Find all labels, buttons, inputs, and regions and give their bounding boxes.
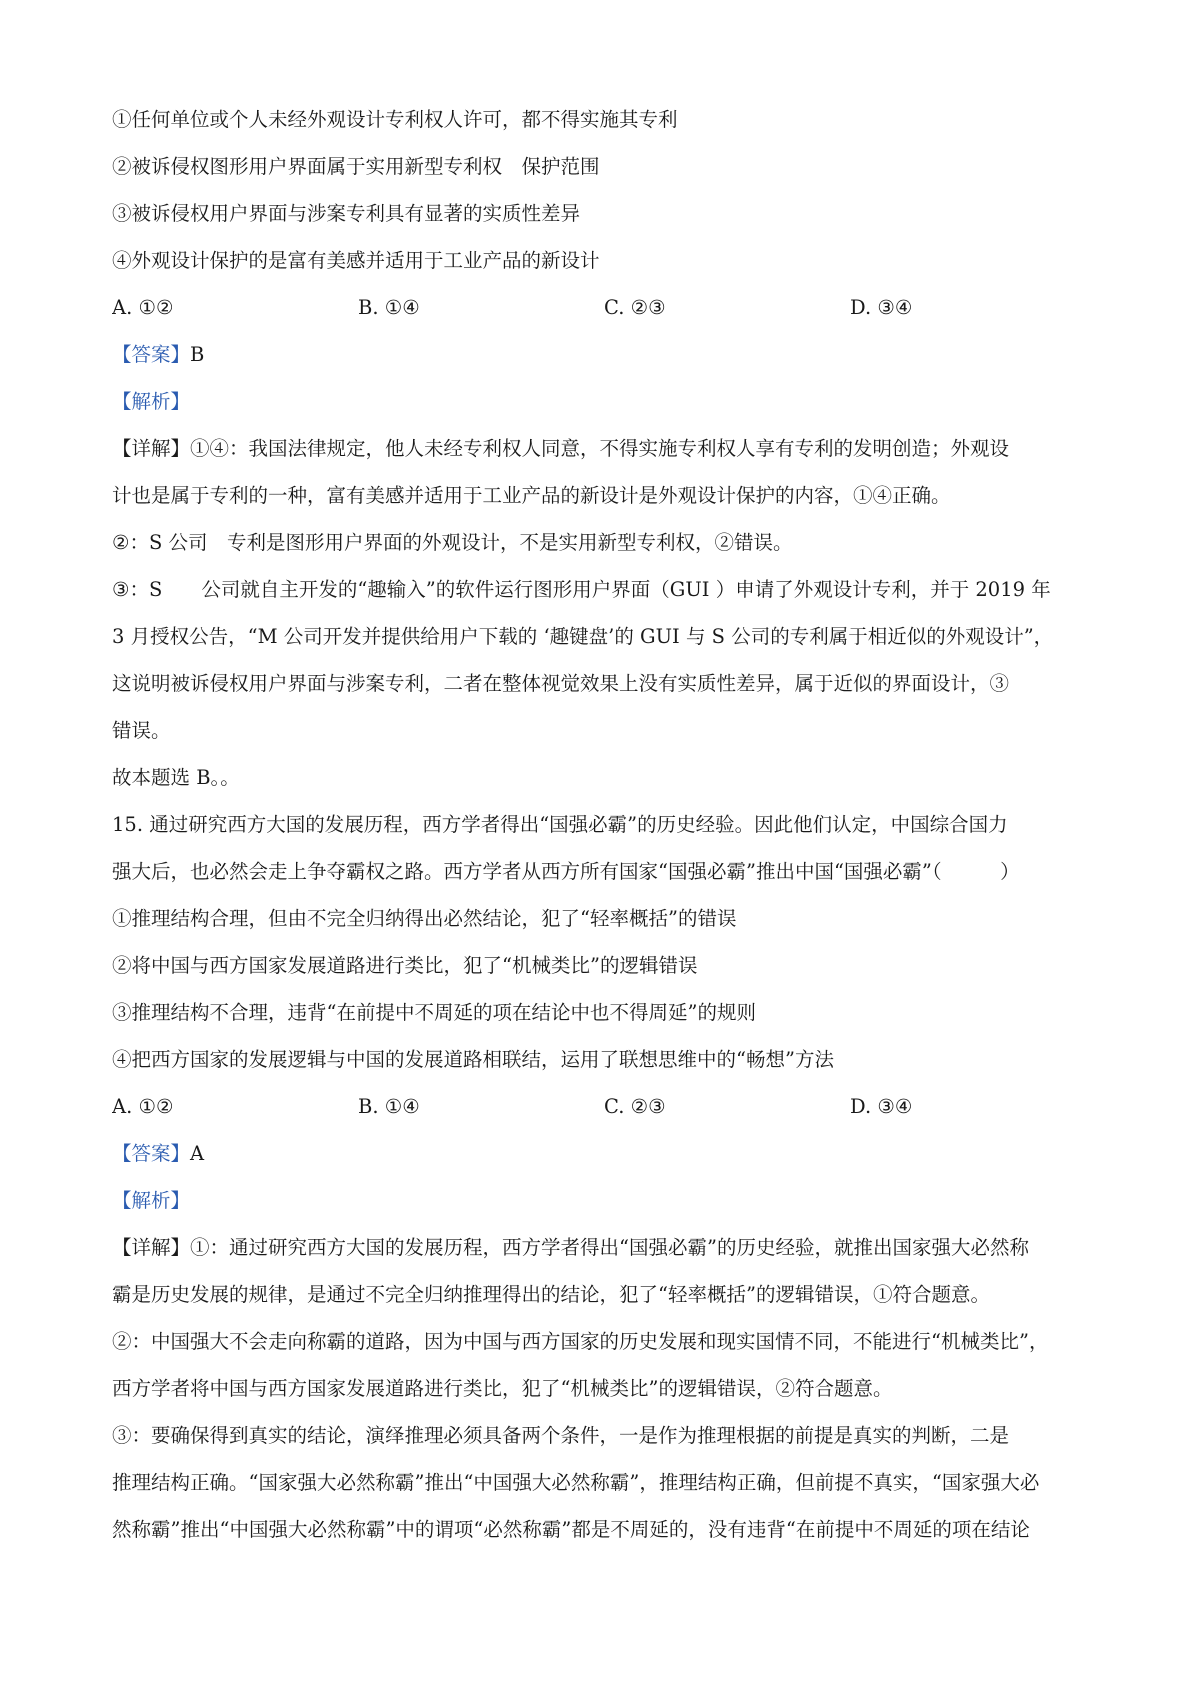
q15-detail-line-2: 霸是历史发展的规律，是通过不完全归纳推理得出的结论，犯了“轻率概括”的逻辑错误，①符合题意。 xyxy=(112,1283,990,1306)
q14-detail xyxy=(112,425,1100,801)
q14-detail-line-7: 错误。 xyxy=(112,719,171,742)
q15-detail-line-3: ②：中国强大不会走向称霸的道路，因为中国与西方国家的历史发展和现实国情不同，不能进行“机械类比”， xyxy=(112,1330,1049,1353)
q15-option-b: B. ①④ xyxy=(358,1095,420,1118)
q14-detail-tag: 【详解】 xyxy=(112,437,191,460)
q14-option-d: D. ③④ xyxy=(850,296,913,319)
q15-detail-line-7: 然称霸”推出“中国强大必然称霸”中的谓项“必然称霸”都是不周延的，没有违背“在前提中不周延的项在结论 xyxy=(112,1518,1030,1541)
q14-detail-line-4: ③：S 公司就自主开发的“趣输入”的软件运行图形用户界面（GUI ）申请了外观设计专利，并于 2019 年 xyxy=(112,578,1051,601)
q15-detail-text-1: ①：通过研究西方大国的发展历程，西方学者得出“国强必霸”的历史经验，就推出国家强大必然称 xyxy=(190,1236,1029,1259)
q14-answer-value: B xyxy=(190,343,205,366)
q15-analysis xyxy=(112,1177,1100,1224)
q14-option-b: B. ①④ xyxy=(358,296,420,319)
q15-answer xyxy=(112,1130,1100,1177)
q14-analysis-tag: 【解析】 xyxy=(112,390,191,413)
q14-statements xyxy=(112,96,1100,284)
q14-analysis xyxy=(112,378,1100,425)
q14-statement-1: ①任何单位或个人未经外观设计专利权人许可，都不得实施其专利 xyxy=(112,108,678,131)
q15-statement-2: ②将中国与西方国家发展道路进行类比，犯了“机械类比”的逻辑错误 xyxy=(112,954,698,977)
q14-detail-line-3: ②：S 公司 专利是图形用户界面的外观设计，不是实用新型专利权，②错误。 xyxy=(112,531,793,554)
q15-option-c: C. ②③ xyxy=(604,1095,666,1118)
q15-detail-line-4: 西方学者将中国与西方国家发展道路进行类比，犯了“机械类比”的逻辑错误，②符合题意。 xyxy=(112,1377,893,1400)
document-content xyxy=(112,96,1100,1553)
q15-stem-line-1: 15. 通过研究西方大国的发展历程，西方学者得出“国强必霸”的历史经验。因此他们认定，中国综合国力 xyxy=(112,813,1008,836)
q15-detail-line-5: ③：要确保得到真实的结论，演绎推理必须具备两个条件，一是作为推理根据的前提是真实的判断，二是 xyxy=(112,1424,1010,1447)
q14-statement-4: ④外观设计保护的是富有美感并适用于工业产品的新设计 xyxy=(112,249,600,272)
q15-answer-value: A xyxy=(190,1142,205,1165)
q14-detail-line-5: 3 月授权公告，“M 公司开发并提供给用户下载的 ‘趣键盘’的 GUI 与 S 公司的专利属于相近似的外观设计”， xyxy=(112,625,1054,648)
q14-detail-line-2: 计也是属于专利的一种，富有美感并适用于工业产品的新设计是外观设计保护的内容，①④正确。 xyxy=(112,484,951,507)
q14-answer xyxy=(112,331,1100,378)
q15-options xyxy=(112,1083,1100,1130)
q15-statement-4: ④把西方国家的发展逻辑与中国的发展道路相联结，运用了联想思维中的“畅想”方法 xyxy=(112,1048,834,1071)
q14-detail-line-6: 这说明被诉侵权用户界面与涉案专利，二者在整体视觉效果上没有实质性差异，属于近似的界面设计，③ xyxy=(112,672,1010,695)
q14-statement-2: ②被诉侵权图形用户界面属于实用新型专利权 保护范围 xyxy=(112,155,600,178)
q15-analysis-tag: 【解析】 xyxy=(112,1189,191,1212)
q14-conclusion: 故本题选 B。。 xyxy=(112,766,240,789)
q15-detail-line-1 xyxy=(112,1224,1100,1271)
q15-detail xyxy=(112,1224,1100,1553)
q15-statements xyxy=(112,895,1100,1083)
q15-option-a: A. ①② xyxy=(112,1095,174,1118)
q15-stem-line-2: 强大后，也必然会走上争夺霸权之路。西方学者从西方所有国家“国强必霸”推出中国“国强必霸”（ ） xyxy=(112,860,1020,883)
q15-statement-1: ①推理结构合理，但由不完全归纳得出必然结论，犯了“轻率概括”的错误 xyxy=(112,907,737,930)
q15-detail-line-6: 推理结构正确。“国家强大必然称霸”推出“中国强大必然称霸”，推理结构正确，但前提不真实，“国家强大必 xyxy=(112,1471,1040,1494)
q14-option-a: A. ①② xyxy=(112,296,174,319)
q14-answer-tag: 【答案】 xyxy=(112,343,191,366)
q15-statement-3: ③推理结构不合理，违背“在前提中不周延的项在结论中也不得周延”的规则 xyxy=(112,1001,756,1024)
q14-detail-line-1 xyxy=(112,425,1100,472)
q15-detail-tag: 【详解】 xyxy=(112,1236,191,1259)
q15-answer-tag: 【答案】 xyxy=(112,1142,191,1165)
q14-detail-text-1: ①④：我国法律规定，他人未经专利权人同意，不得实施专利权人享有专利的发明创造；外观设 xyxy=(190,437,1010,460)
q14-option-c: C. ②③ xyxy=(604,296,666,319)
q15-option-d: D. ③④ xyxy=(850,1095,913,1118)
q15-stem xyxy=(112,801,1100,895)
q14-statement-3: ③被诉侵权用户界面与涉案专利具有显著的实质性差异 xyxy=(112,202,581,225)
q14-options xyxy=(112,284,1100,331)
